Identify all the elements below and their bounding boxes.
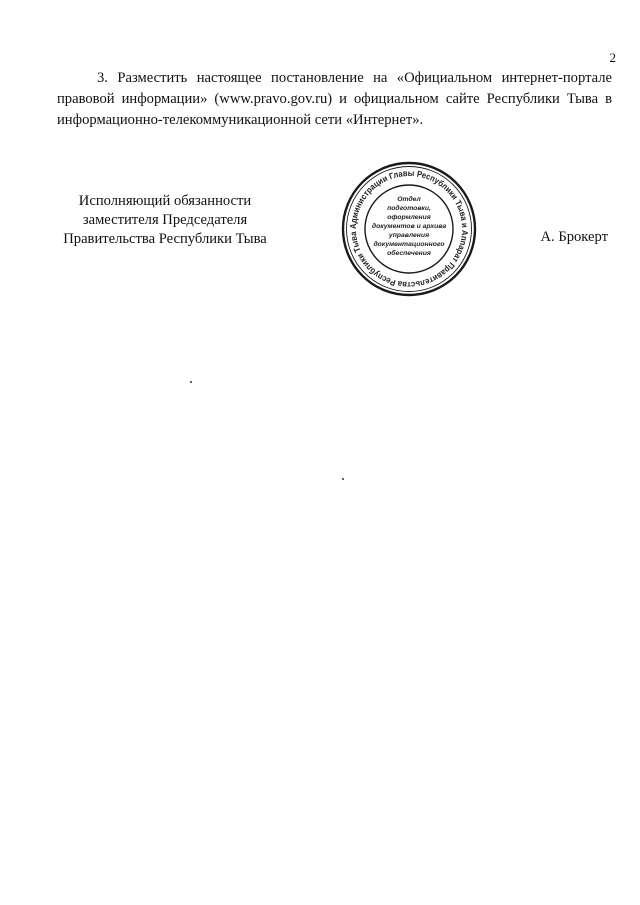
official-seal [340, 160, 478, 298]
signatory-name: А. Брокерт [540, 229, 608, 245]
seal-center-line-5: управления [388, 232, 430, 239]
seal-ring-text: Администрации Главы Республики Тыва и Аппарат Правительства Республики Тыва [347, 167, 471, 291]
signatory-title-line-1: Исполняющий обязанности [78, 193, 252, 209]
body-paragraph: 3. Разместить настоящее постановление на «Официальном интернет-портале правовой информации» (www.pravo.gov.ru) и официальном сайте Республики Тыва в информационно-телекоммуникационной сети «Интернет». [57, 70, 612, 128]
page-number: 2 [609, 50, 616, 65]
seal-center-line-7: обеспечения [387, 250, 431, 257]
scan-speck [342, 478, 344, 480]
seal-center-line-3: оформления [387, 214, 431, 221]
scan-speck [190, 381, 192, 383]
seal-graphic [340, 160, 478, 298]
seal-center-line-2: подготовки, [387, 205, 431, 212]
seal-center-line-4: документов и архива [371, 223, 447, 230]
seal-center-line-1: Отдел [397, 196, 421, 203]
signatory-title [40, 192, 290, 249]
signatory-title-line-3: Правительства Республики Тыва [63, 231, 267, 247]
seal-center-line-6: документационного [373, 241, 445, 248]
signatory-title-line-2: заместителя Председателя [82, 212, 248, 228]
